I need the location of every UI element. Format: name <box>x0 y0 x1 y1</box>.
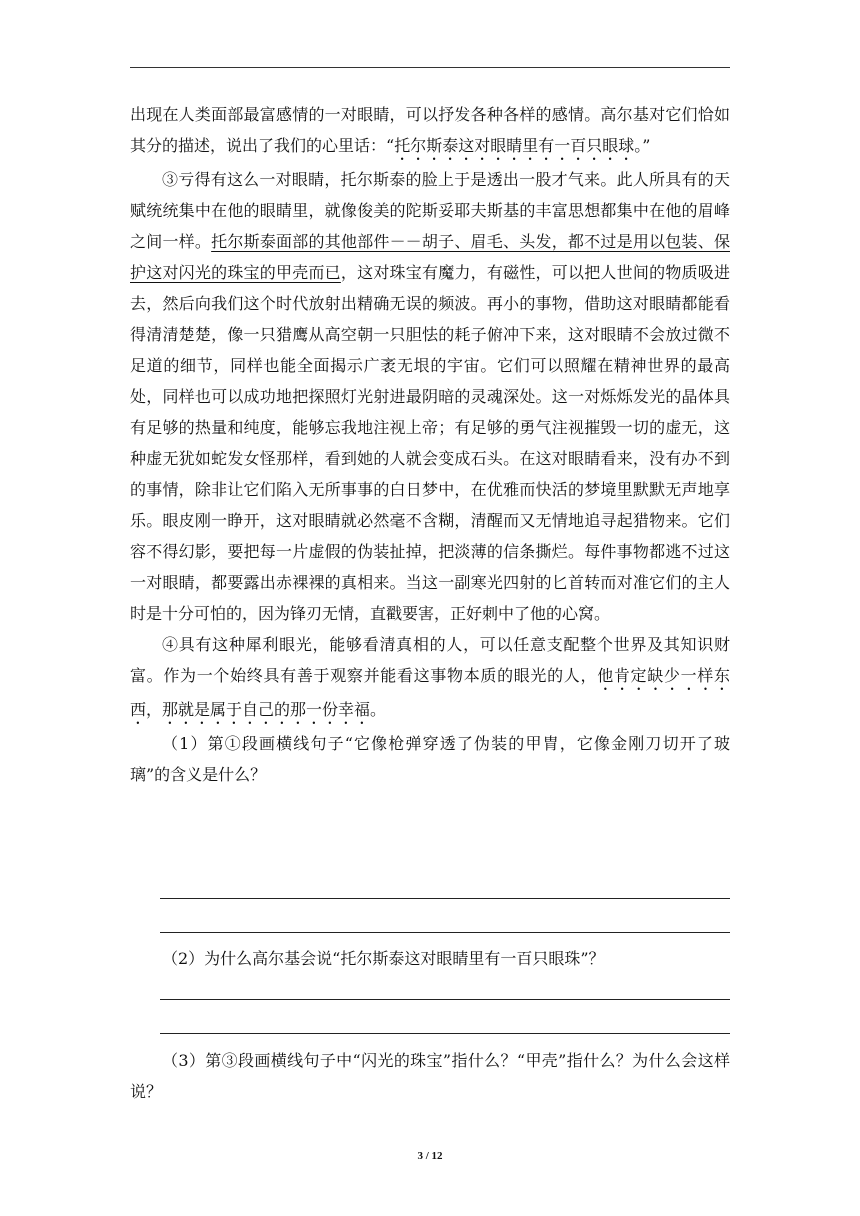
paragraph-text: 。” <box>634 136 651 155</box>
passage-body <box>130 99 730 790</box>
question-1: （1）第①段画横线句子“它像枪弹穿透了伪装的甲胄，它像金刚刀切开了玻璃”的含义是什么？ <box>130 734 730 784</box>
answer-line-q2-a[interactable] <box>160 999 730 1000</box>
dotted-sentence: 他肯定缺少一样东西，那就是属于自己的那一份幸福 <box>130 666 730 719</box>
paragraph-text: 出现在人类面部最富感情的一对眼睛，可以抒发各种各样的感情。高尔基对它们恰如其分的描述，说出了我们的心里话：“ <box>130 105 730 155</box>
answer-line-q1-a[interactable] <box>160 898 730 899</box>
paragraph-4 <box>130 629 730 728</box>
question-2: （2）为什么高尔基会说“托尔斯泰这对眼睛里有一百只眼珠”？ <box>162 949 605 968</box>
answer-line-q2-b[interactable] <box>160 1033 730 1034</box>
header-rule <box>130 67 730 68</box>
answer-line-q1-b[interactable] <box>160 932 730 933</box>
paragraph-text: ③亏得有这么一对眼睛，托尔斯泰的脸上于是透出一股才气来。此人所具有的天赋统统集中在他的眼睛里，就像俊美的陀斯妥耶夫斯基的丰富思想都集中在他的眉峰之间一样。 <box>130 170 730 251</box>
paragraph-text: 。 <box>370 700 387 719</box>
page-number: 3 / 12 <box>417 1150 443 1162</box>
question-3: （3）第③段画横线句子中“闪光的珠宝”指什么？“甲壳”指什么？为什么会这样说？ <box>130 1051 730 1101</box>
question-block-2 <box>130 943 730 974</box>
paragraph-text: ④具有这种犀利眼光，能够看清真相的人，可以任意支配整个世界及其知识财富。作为一个始终具有善于观察并能看这事物本质的眼光的人， <box>130 635 730 685</box>
question-block-3 <box>130 1045 730 1107</box>
paragraph-text: ，这对珠宝有魔力，有磁性，可以把人世间的物质吸进去，然后向我们这个时代放射出精确无误的频波。再小的事物，借助这对眼睛都能看得清清楚楚，像一只猎鹰从高空朝一只胆怯的耗子俯冲下来，这对眼睛不会放过微不足道的细节，同样也能全面揭示广袤无垠的宇宙。它们可以照耀在精神世界的最高处，同样也可以成功地把探照灯光射进最阴暗的灵魂深处。这一对烁烁发光的晶体具有足够的热量和纯度，能够忘我地注视上帝；有足够的勇气注视摧毁一切的虚无，这种虚无犹如蛇发女怪那样，看到她的人就会变成石头。在这对眼睛看来，没有办不到的事情，除非让它们陷入无所事事的白日梦中，在优雅而快活的梦境里默默无声地享乐。眼皮刚一睁开，这对眼睛就必然毫不含糊，清醒而又无情地追寻起猎物来。它们容不得幻影，要把每一片虚假的伪装扯掉，把淡薄的信条撕烂。每件事物都逃不过这一对眼睛，都要露出赤裸裸的真相来。当这一副寒光四射的匕首转而对准它们的主人时是十分可怕的，因为锋刃无情，直戳要害，正好刺中了他的心窝。 <box>130 263 730 623</box>
paragraph-2-end <box>130 99 730 164</box>
paragraph-3 <box>130 164 730 629</box>
dotted-quote: 托尔斯泰这对眼睛里有一百只眼球 <box>394 136 635 155</box>
underlined-sentence: 托尔斯泰面部的其他部件－－胡子、眉毛、头发，都不过是用以包装、保护这对闪光的珠宝的甲壳而已 <box>130 232 730 282</box>
